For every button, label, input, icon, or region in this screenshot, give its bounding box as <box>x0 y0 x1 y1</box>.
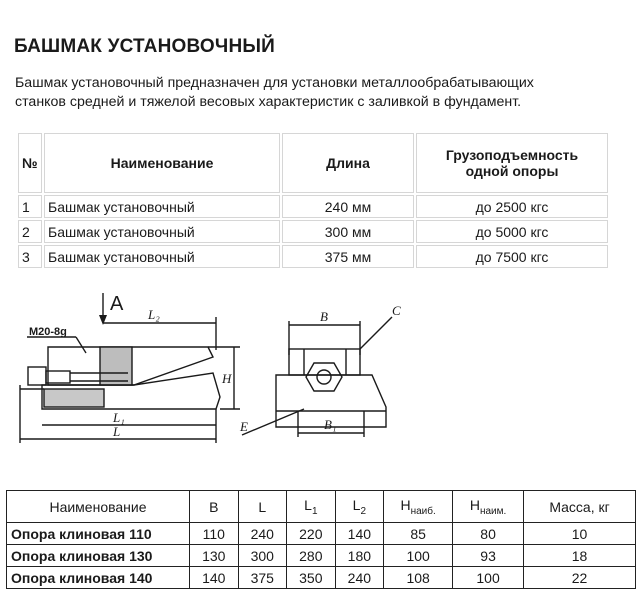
cell-length: 240 мм <box>282 195 414 218</box>
header-l: L <box>238 491 287 523</box>
front-view <box>239 303 401 437</box>
cell-hmin: 80 <box>453 523 524 545</box>
cell-num: 2 <box>18 220 42 243</box>
cell-hmax: 85 <box>384 523 453 545</box>
wedge-hatch <box>100 347 132 385</box>
page-title: БАШМАК УСТАНОВОЧНЫЙ <box>14 36 276 57</box>
label-b1: B₁ <box>324 417 337 432</box>
table-row <box>7 523 636 545</box>
bolt-circle <box>317 370 331 384</box>
cell-l: 375 <box>238 567 287 589</box>
cell-b: 140 <box>190 567 239 589</box>
cell-hmin: 100 <box>453 567 524 589</box>
nut-hex <box>306 363 342 391</box>
header-l2-base: L <box>352 496 361 513</box>
header-length: Длина <box>282 133 414 193</box>
label-b: B <box>320 309 328 324</box>
table-row <box>7 545 636 567</box>
cell-mass: 10 <box>524 523 636 545</box>
label-l: L <box>113 424 121 439</box>
side-view <box>20 293 240 443</box>
cell-b: 130 <box>190 545 239 567</box>
bolt-nut <box>46 371 70 383</box>
cell-capacity: до 2500 кгс <box>416 195 608 218</box>
cell-num: 3 <box>18 245 42 268</box>
cell-l2: 180 <box>335 545 384 567</box>
label-e: E <box>240 419 248 434</box>
header-num: № <box>18 133 42 193</box>
product-table <box>16 131 610 270</box>
description <box>15 74 625 112</box>
bolt-head <box>28 367 46 385</box>
c-leader <box>360 317 392 349</box>
header-l2-sub: 2 <box>360 505 367 517</box>
cell-capacity: до 5000 кгс <box>416 220 608 243</box>
header-hmax-base: H <box>400 496 411 513</box>
header-l1 <box>287 491 336 523</box>
cell-l: 300 <box>238 545 287 567</box>
header-hmin <box>453 491 524 523</box>
cell-mass: 18 <box>524 545 636 567</box>
cell-l1: 350 <box>287 567 336 589</box>
header-hmin-base: H <box>469 496 480 513</box>
header-capacity-line-2: одной опоры <box>465 163 559 179</box>
cell-name: Башмак установочный <box>44 245 280 268</box>
header-l1-base: L <box>304 496 312 513</box>
label-c: C <box>392 303 401 318</box>
cell-length: 300 мм <box>282 220 414 243</box>
table-row <box>18 245 608 268</box>
header-l1-sub: 1 <box>311 505 318 517</box>
header-mass: Масса, кг <box>524 491 636 523</box>
cell-l1: 220 <box>287 523 336 545</box>
cell-length: 375 мм <box>282 245 414 268</box>
header-l2 <box>335 491 384 523</box>
table-row <box>18 195 608 218</box>
header-hmax <box>384 491 453 523</box>
header-b: B <box>190 491 239 523</box>
thread-leader-tail <box>76 337 86 353</box>
cell-name: Башмак установочный <box>44 195 280 218</box>
cell-name: Башмак установочный <box>44 220 280 243</box>
technical-drawing <box>8 285 424 460</box>
header-name: Наименование <box>44 133 280 193</box>
description-line-2: станков средней и тяжелой весовых характеристик с заливкой в фундамент. <box>15 94 522 110</box>
header-hmax-sub: наиб. <box>410 505 436 517</box>
header-capacity <box>416 133 608 193</box>
label-l1: L₁ <box>113 410 125 425</box>
base-hatch <box>44 389 104 407</box>
description-line-1: Башмак установочный предназначен для установки металлообрабатывающих <box>15 75 534 91</box>
cell-b: 110 <box>190 523 239 545</box>
cell-mass: 22 <box>524 567 636 589</box>
e-leader <box>242 409 304 435</box>
cell-name: Опора клиновая 110 <box>7 523 190 545</box>
cell-hmin: 93 <box>453 545 524 567</box>
label-h: H <box>222 371 232 386</box>
cell-num: 1 <box>18 195 42 218</box>
cell-hmax: 108 <box>384 567 453 589</box>
thread-label: M20-8g <box>29 326 67 338</box>
table-row <box>18 220 608 243</box>
table-row <box>7 567 636 589</box>
cell-l2: 240 <box>335 567 384 589</box>
label-l2: L₂ <box>148 307 160 322</box>
header-name: Наименование <box>7 491 190 523</box>
product-table-header <box>18 133 608 193</box>
cell-l: 240 <box>238 523 287 545</box>
upper-block <box>289 349 360 375</box>
cell-l2: 140 <box>335 523 384 545</box>
specs-table <box>6 490 636 589</box>
label-a: A <box>110 293 124 315</box>
cell-name: Опора клиновая 130 <box>7 545 190 567</box>
cell-name: Опора клиновая 140 <box>7 567 190 589</box>
header-capacity-line-1: Грузоподъемность <box>445 147 579 163</box>
header-hmin-sub: наим. <box>479 505 507 517</box>
specs-table-header <box>7 491 636 523</box>
cell-l1: 280 <box>287 545 336 567</box>
cell-hmax: 100 <box>384 545 453 567</box>
cell-capacity: до 7500 кгс <box>416 245 608 268</box>
